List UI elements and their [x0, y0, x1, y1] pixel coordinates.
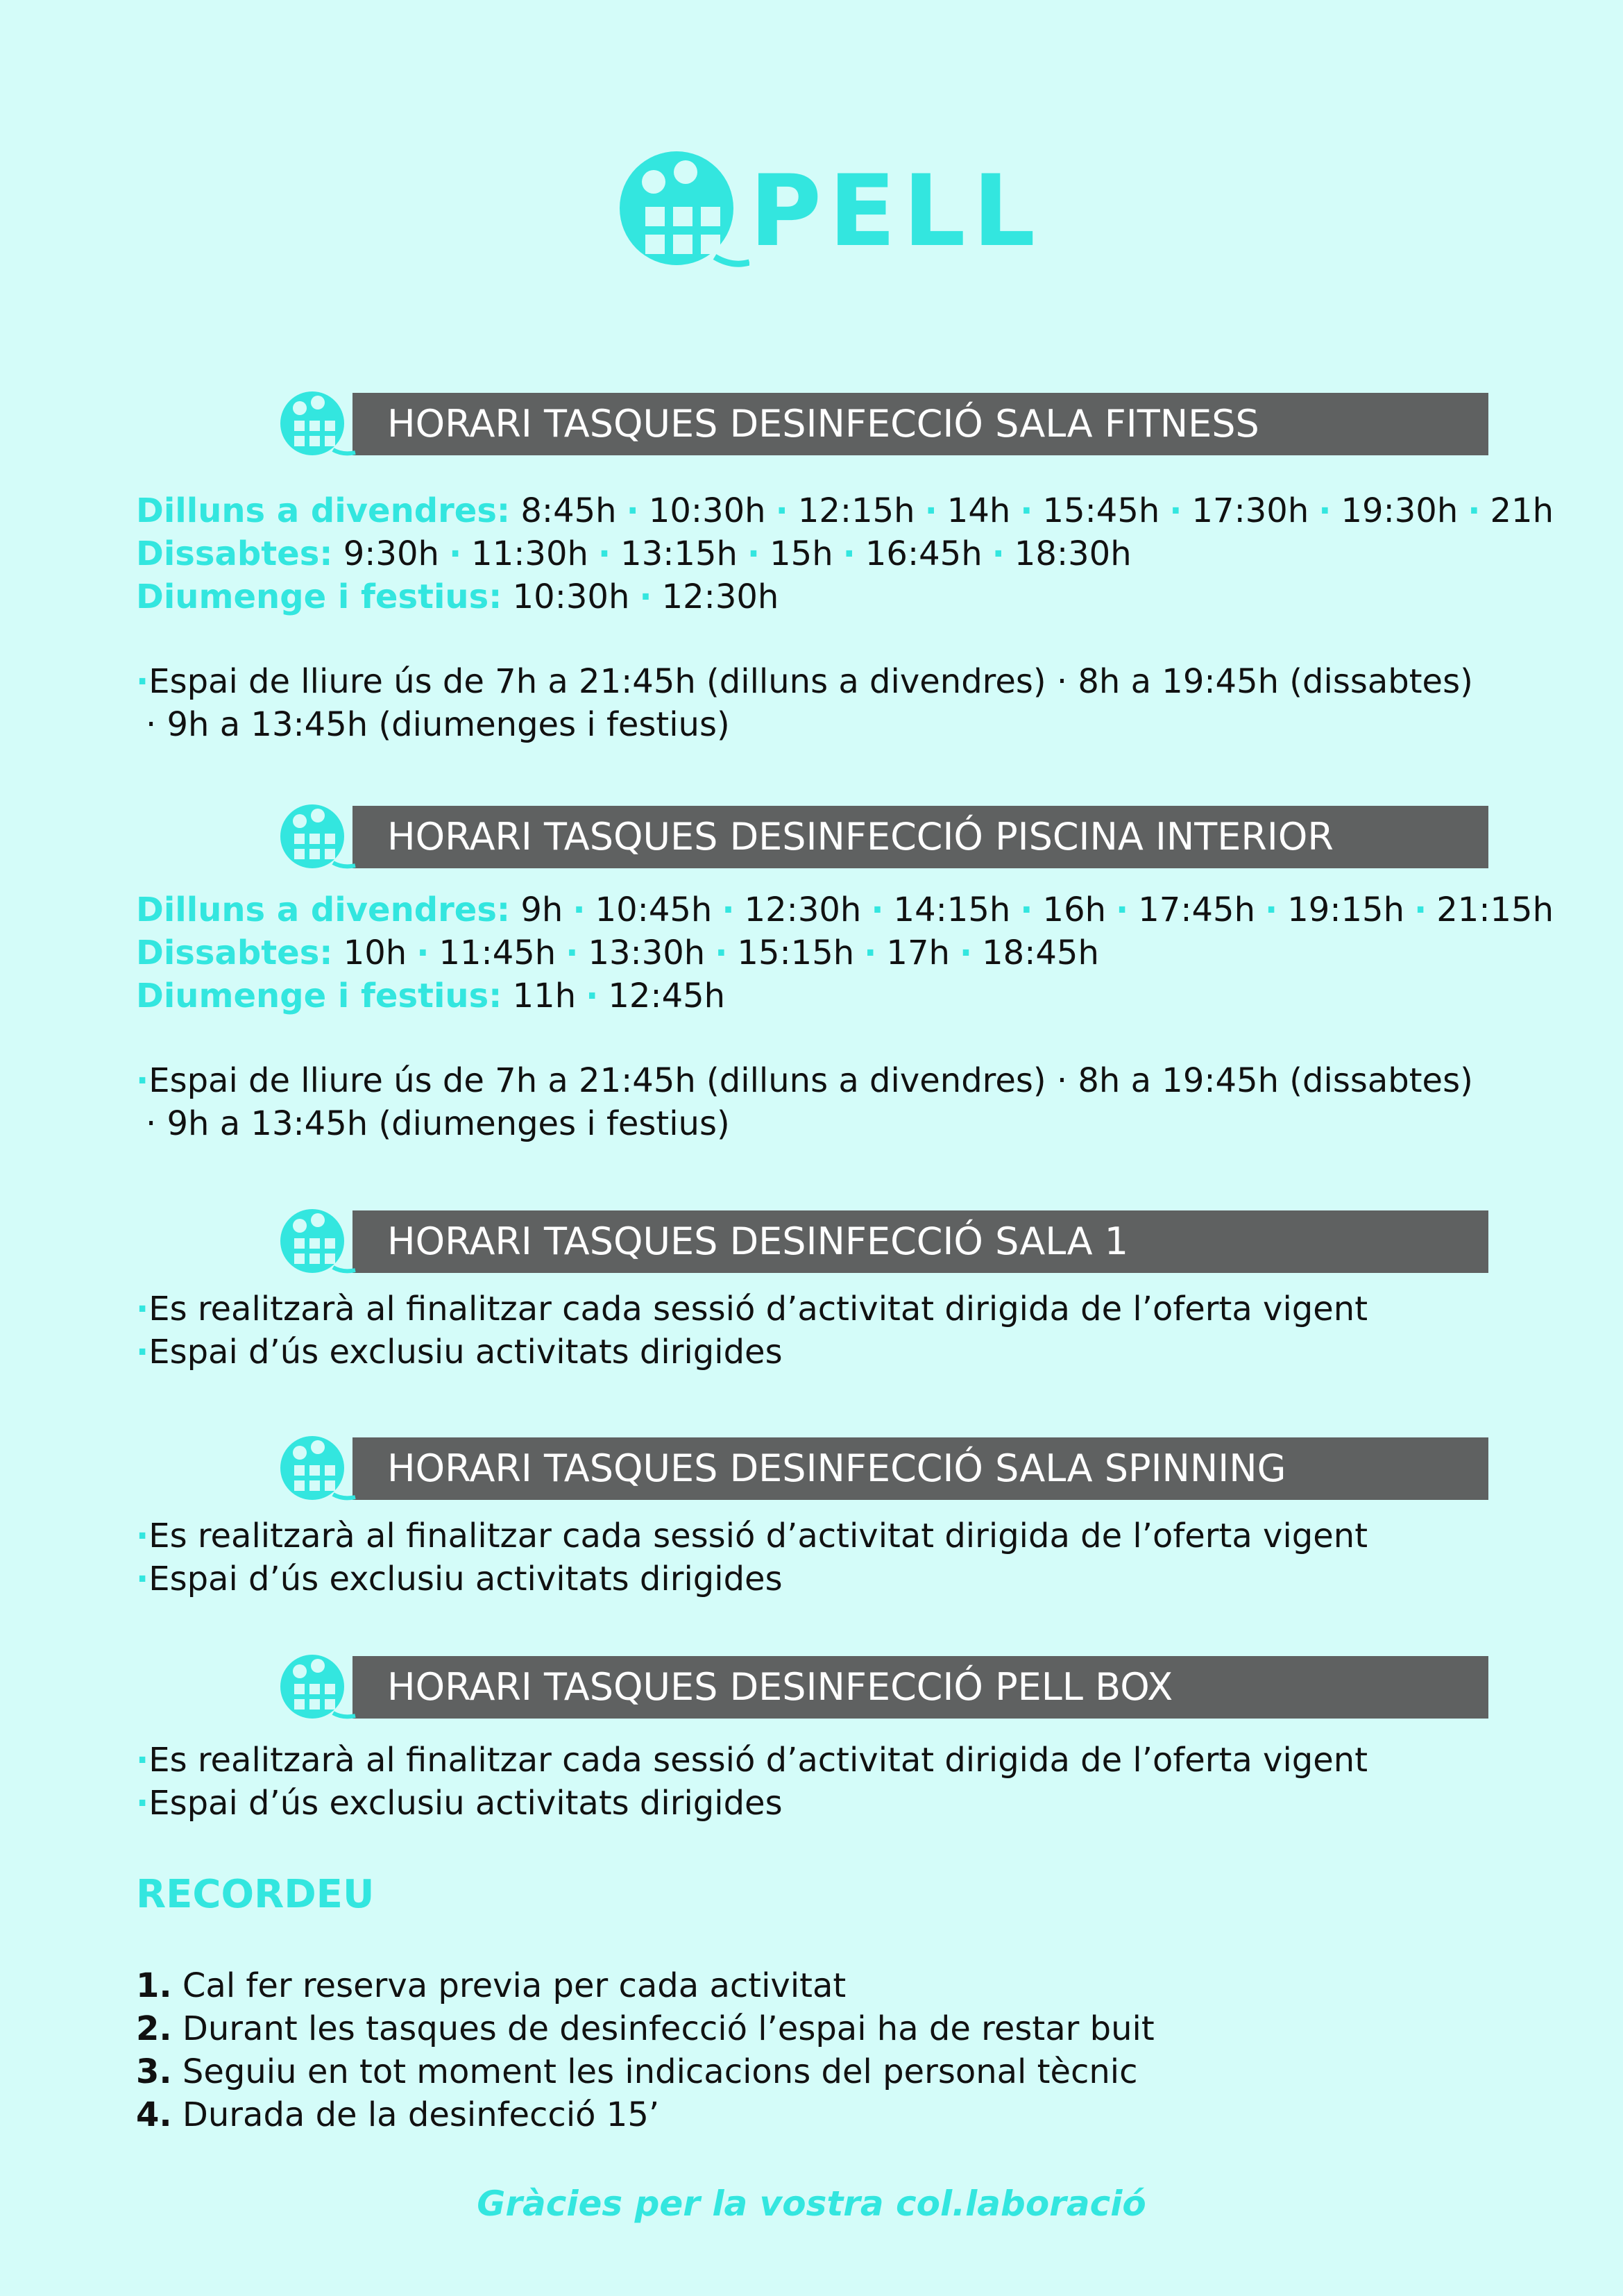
note-line: ·Espai d’ús exclusiu activitats dirigides: [136, 1784, 783, 1823]
time: 10:45h: [595, 890, 713, 929]
section-title: HORARI TASQUES DESINFECCIÓ PELL BOX: [387, 1665, 1173, 1709]
time: 15:45h: [1042, 491, 1160, 530]
schedule-row-saturdays: Dissabtes: 9:30h · 11:30h · 13:15h · 15h · 16:45h · 18:30h: [136, 534, 1132, 573]
section-title: HORARI TASQUES DESINFECCIÓ SALA FITNESS: [387, 402, 1259, 446]
schedule-label: Dissabtes:: [136, 934, 333, 972]
time: 13:30h: [588, 934, 706, 972]
time: 17:45h: [1138, 890, 1256, 929]
reminder-item: 1. Cal fer reserva previa per cada activitat: [136, 1966, 847, 2005]
pell-logo: [611, 146, 1043, 278]
time: 10:30h: [648, 491, 766, 530]
reminder-item: 3. Seguiu en tot moment les indicacions del personal tècnic: [136, 2052, 1138, 2091]
schedule-row-weekdays: Dilluns a divendres: 8:45h · 10:30h · 12:15h · 14h · 15:45h · 17:30h · 19:30h · 21h: [136, 491, 1554, 530]
note-line: ·Espai d’ús exclusiu activitats dirigides: [136, 1560, 783, 1598]
schedule-label: Diumenge i festius:: [136, 577, 502, 616]
reminders-title: RECORDEU: [136, 1872, 375, 1917]
notes-sala1: [136, 1288, 1524, 1374]
notes-pellbox: [136, 1739, 1524, 1825]
schedule-row-weekdays: Dilluns a divendres: 9h · 10:45h · 12:30h · 14:15h · 16h · 17:45h · 19:15h · 21:15h: [136, 890, 1554, 929]
section-title: HORARI TASQUES DESINFECCIÓ SALA SPINNING: [387, 1446, 1286, 1490]
time: 17:30h: [1191, 491, 1309, 530]
note-line: ·Espai d’ús exclusiu activitats dirigides: [136, 1333, 783, 1371]
note-line: · 9h a 13:45h (diumenges i festius): [146, 1104, 730, 1143]
brand-name: PELL: [749, 154, 1043, 269]
pell-logo-icon: [611, 146, 749, 278]
time: 14:15h: [893, 890, 1011, 929]
pell-mark-icon: [271, 802, 361, 871]
time: 9h: [520, 890, 563, 929]
section-header-pool: [271, 802, 1492, 871]
time: 18:45h: [982, 934, 1099, 972]
reminders-list: [136, 1964, 1155, 2136]
section-title: HORARI TASQUES DESINFECCIÓ PISCINA INTERIOR: [387, 815, 1334, 859]
schedule-label: Dilluns a divendres:: [136, 890, 511, 929]
schedule-pool: [136, 888, 1554, 1145]
time: 21h: [1490, 491, 1554, 530]
time: 11h: [512, 977, 577, 1015]
time: 12:30h: [661, 577, 779, 616]
section-header-fitness: [271, 389, 1492, 458]
note-line: ·Espai de lliure ús de 7h a 21:45h (dilluns a divendres) · 8h a 19:45h (dissabtes): [136, 1061, 1473, 1100]
schedule-row-sundays: Diumenge i festius: 11h · 12:45h: [136, 977, 726, 1015]
time: 8:45h: [520, 491, 617, 530]
schedule-label: Dissabtes:: [136, 534, 333, 573]
pell-mark-icon: [271, 1433, 361, 1503]
time: 17h: [886, 934, 950, 972]
time: 10h: [343, 934, 407, 972]
time: 12:30h: [744, 890, 862, 929]
footer-thanks: Gràcies per la vostra col.laboració: [477, 2184, 1146, 2224]
schedule-row-saturdays: Dissabtes: 10h · 11:45h · 13:30h · 15:15h · 17h · 18:45h: [136, 934, 1099, 972]
note-line: ·Espai de lliure ús de 7h a 21:45h (dilluns a divendres) · 8h a 19:45h (dissabtes): [136, 662, 1473, 701]
time: 18:30h: [1014, 534, 1132, 573]
time: 12:15h: [797, 491, 915, 530]
time: 14h: [946, 491, 1011, 530]
schedule-label: Dilluns a divendres:: [136, 491, 511, 530]
reminder-item: 4. Durada de la desinfecció 15’: [136, 2095, 660, 2134]
time: 19:15h: [1287, 890, 1404, 929]
reminder-item: 2. Durant les tasques de desinfecció l’espai ha de restar buit: [136, 2009, 1155, 2048]
time: 21:15h: [1436, 890, 1554, 929]
pell-mark-icon: [271, 1652, 361, 1721]
time: 9:30h: [343, 534, 439, 573]
note-line: ·Es realitzarà al finalitzar cada sessió d’activitat dirigida de l’oferta vigent: [136, 1741, 1368, 1780]
note-line: · 9h a 13:45h (diumenges i festius): [146, 705, 730, 744]
time: 11:45h: [439, 934, 556, 972]
pell-mark-icon: [271, 1206, 361, 1276]
notes-spinning: [136, 1514, 1524, 1601]
section-header-pellbox: [271, 1652, 1492, 1721]
section-header-sala1: [271, 1206, 1492, 1276]
schedule-label: Diumenge i festius:: [136, 977, 502, 1015]
schedule-fitness: [136, 489, 1554, 746]
time: 16:45h: [865, 534, 983, 573]
time: 15h: [770, 534, 833, 573]
note-line: ·Es realitzarà al finalitzar cada sessió d’activitat dirigida de l’oferta vigent: [136, 1290, 1368, 1328]
time: 15:15h: [737, 934, 855, 972]
time: 12:45h: [608, 977, 726, 1015]
section-header-spinning: [271, 1433, 1492, 1503]
time: 13:15h: [620, 534, 738, 573]
note-line: ·Es realitzarà al finalitzar cada sessió d’activitat dirigida de l’oferta vigent: [136, 1517, 1368, 1555]
time: 11:30h: [471, 534, 588, 573]
schedule-row-sundays: Diumenge i festius: 10:30h · 12:30h: [136, 577, 779, 616]
time: 10:30h: [512, 577, 630, 616]
section-title: HORARI TASQUES DESINFECCIÓ SALA 1: [387, 1219, 1129, 1263]
pell-mark-icon: [271, 389, 361, 458]
time: 19:30h: [1341, 491, 1459, 530]
time: 16h: [1042, 890, 1107, 929]
